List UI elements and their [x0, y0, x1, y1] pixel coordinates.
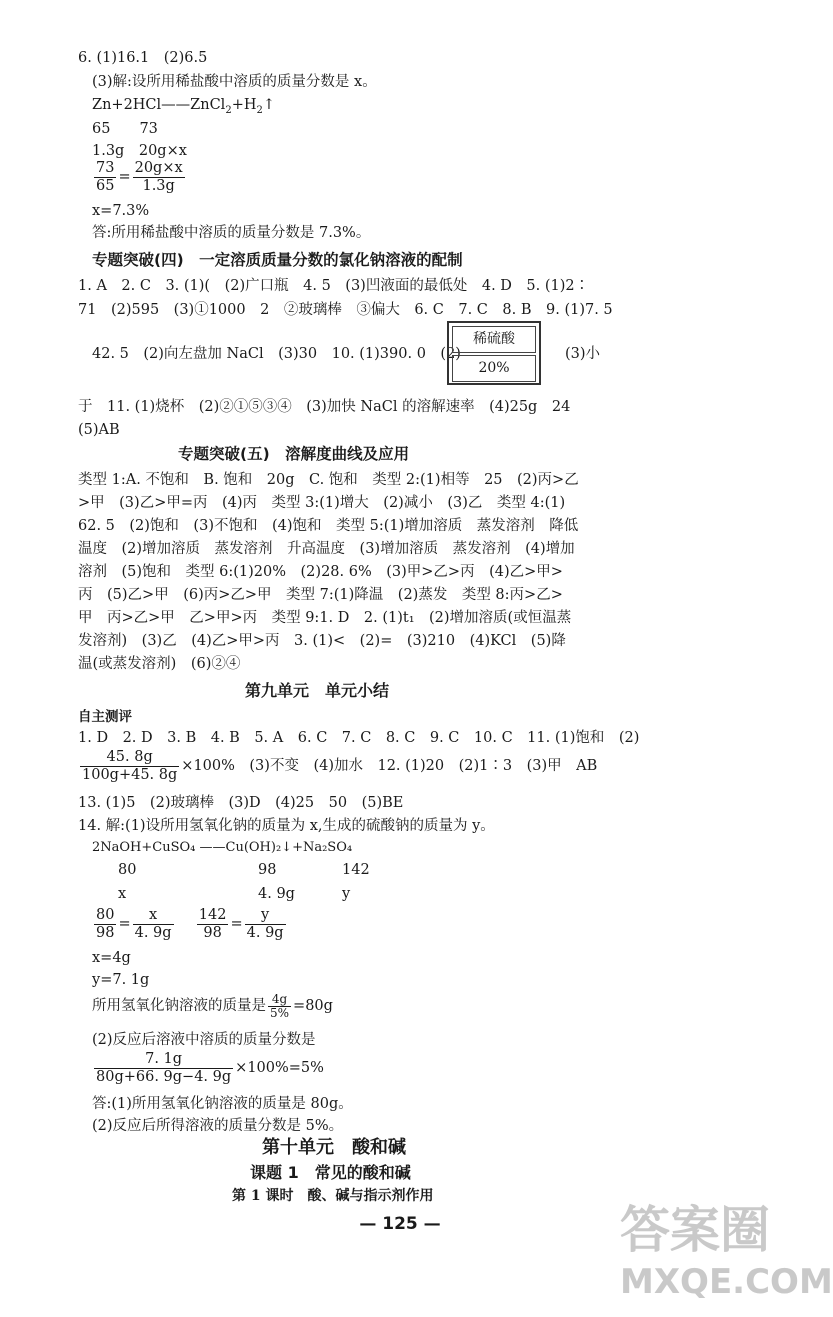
reagent-concentration: 20% — [452, 355, 536, 382]
period-heading: 第 1 课时 酸、碱与指示剂作用 — [232, 1188, 434, 1204]
s4-line3: 42. 5 (2)向左盘加 NaCl (3)30 10. (1)390. 0 (2) — [92, 346, 461, 362]
u9-answer2: (2)反应后所得溶液的质量分数是 5%。 — [92, 1118, 344, 1134]
s4-line1: 1. A 2. C 3. (1)( (2)广口瓶 4. 5 (3)凹液面的最低处 4. D 5. (1)2∶ — [78, 278, 590, 294]
s5-line: 丙 (5)乙>甲 (6)丙>乙>甲 类型 7:(1)降温 (2)蒸发 类型 8:丙>乙> — [78, 587, 563, 603]
watermark-logo: 答案圈 MXQE.COM — [620, 1201, 833, 1302]
reagent-label-box — [447, 321, 541, 385]
q6-quantities: 1.3g 20g×x — [92, 143, 187, 159]
u9-line2: $\frac{45. 8g}{100g+45. 8g}$ ×100% (3)不变 (4)加水 12. (1)20 (2)1∶3 (3)甲 AB — [82, 748, 598, 783]
molar-mass: 98 — [258, 862, 277, 878]
u9-line4: 14. 解:(1)设所用氢氧化钠的质量为 x,生成的硫酸钠的质量为 y。 — [78, 818, 495, 834]
q6-answer: 答:所用稀盐酸中溶质的质量分数是 7.3%。 — [92, 225, 371, 241]
s5-line: 温(或蒸发溶剂) (6)②④ — [78, 656, 241, 672]
u9-answer1: 答:(1)所用氢氧化钠溶液的质量是 80g。 — [92, 1096, 353, 1112]
q6-line1: 6. (1)16.1 (2)6.5 — [78, 50, 208, 66]
u9-proportions: $\frac{80}{98}$ = $\frac{x}{4. 9g}$ $\frac{142}{98}$ = $\frac{y}{4. 9g}$ — [96, 906, 284, 941]
molar-mass: 142 — [342, 862, 370, 878]
unknown: 4. 9g — [258, 886, 295, 902]
s4-line3-tail: (3)小 — [565, 346, 601, 362]
s5-line: 甲 丙>乙>甲 乙>甲>丙 类型 9:1. D 2. (1)t₁ (2)增加溶质(或恒温蒸 — [78, 610, 572, 626]
s4-line5: (5)AB — [78, 422, 120, 438]
s5-line: 溶剂 (5)饱和 类型 6:(1)20% (2)28. 6% (3)甲>乙>丙 (4)乙>甲> — [78, 564, 563, 580]
s4-line2: 71 (2)595 (3)①1000 2 ②玻璃棒 ③偏大 6. C 7. C 8. B 9. (1)7. 5 — [78, 302, 613, 318]
s5-line: 发溶剂) (3)乙 (4)乙>甲>丙 3. (1)< (2)= (3)210 (4)KCl (5)降 — [78, 633, 566, 649]
u9-result-y: y=7. 1g — [92, 972, 150, 988]
equals-sign: = — [118, 169, 131, 185]
u9-line-r4: (2)反应后溶液中溶质的质量分数是 — [92, 1032, 316, 1048]
reagent-name: 稀硫酸 — [452, 326, 536, 353]
q6-masses: 65 73 — [92, 121, 158, 137]
unit-heading: 第十单元 酸和碱 — [262, 1137, 406, 1158]
fraction: $\frac{x}{4. 9g}$ — [134, 906, 172, 941]
eq-product1: ZnCl — [190, 97, 226, 113]
fraction: $\frac{7. 1g}{80g+66. 9g-4. 9g}$ — [96, 1050, 232, 1085]
u9-line3: 13. (1)5 (2)玻璃棒 (3)D (4)25 50 (5)BE — [78, 795, 404, 811]
eq-subscript: 2 — [256, 105, 263, 116]
fraction: $\frac{45. 8g}{100g+45. 8g}$ — [82, 748, 178, 783]
unit-heading: 第九单元 单元小结 — [245, 681, 390, 700]
s5-line: 类型 1:A. 不饱和 B. 饱和 20g C. 饱和 类型 2:(1)相等 25 (2)丙>乙 — [78, 472, 579, 488]
unknown: y — [342, 886, 351, 902]
fraction: $\frac{y}{4. 9g}$ — [246, 906, 284, 941]
u9-fraction-result: $\frac{7. 1g}{80g+66. 9g-4. 9g}$ ×100%=5% — [96, 1050, 324, 1085]
section-heading: 专题突破(五) 溶解度曲线及应用 — [178, 445, 410, 463]
page-number: — 125 — — [359, 1214, 441, 1234]
s5-line: >甲 (3)乙>甲=丙 (4)丙 类型 3:(1)增大 (2)减小 (3)乙 类型 4:(1) — [78, 495, 566, 511]
u9-equation: 2NaOH+CuSO₄ ——Cu(OH)₂↓+Na₂SO₄ — [92, 840, 353, 855]
q6-proportion — [92, 159, 187, 195]
fraction: $\frac{142}{98}$ — [198, 906, 227, 941]
eq-subscript: 2 — [225, 105, 232, 116]
subsection-heading: 自主测评 — [78, 709, 132, 725]
molar-mass: 80 — [118, 862, 137, 878]
fraction: $\frac{80}{98}$ — [96, 906, 115, 941]
s4-line4: 于 11. (1)烧杯 (2)②①⑤③④ (3)加快 NaCl 的溶解速率 (4)25g 24 — [78, 399, 571, 415]
lesson-heading: 课题 1 常见的酸和碱 — [250, 1163, 411, 1182]
q6-equation — [92, 95, 275, 117]
eq-reactants: Zn+2HCl — [92, 97, 162, 113]
gas-arrow-icon: ↑ — [262, 97, 276, 113]
fraction: $\frac{20g\times x}{1.3g}$ — [134, 159, 183, 194]
fraction: $\frac{73}{65}$ — [96, 159, 115, 194]
section-heading: 专题突破(四) 一定溶质质量分数的氯化钠溶液的配制 — [92, 251, 463, 269]
q6-line2: (3)解:设所用稀盐酸中溶质的质量分数是 x。 — [92, 74, 377, 90]
unknown: x — [118, 886, 127, 902]
eq-arrow: —— — [161, 97, 191, 113]
u9-line1: 1. D 2. D 3. B 4. B 5. A 6. C 7. C 8. C 9. C 10. C 11. (1)饱和 (2) — [78, 730, 640, 746]
s5-line: 温度 (2)增加溶质 蒸发溶剂 升高温度 (3)增加溶质 蒸发溶剂 (4)增加 — [78, 541, 575, 557]
eq-product2: +H — [231, 97, 257, 113]
u9-naoh-mass: 所用氢氧化钠溶液的质量是 $\frac{4g}{5\%}$ =80g — [92, 991, 333, 1020]
s5-line: 62. 5 (2)饱和 (3)不饱和 (4)饱和 类型 5:(1)增加溶质 蒸发溶剂 降低 — [78, 518, 579, 534]
u9-result-x: x=4g — [92, 950, 131, 966]
q6-result: x=7.3% — [92, 203, 150, 219]
fraction: $\frac{4g}{5\%}$ — [270, 991, 290, 1020]
